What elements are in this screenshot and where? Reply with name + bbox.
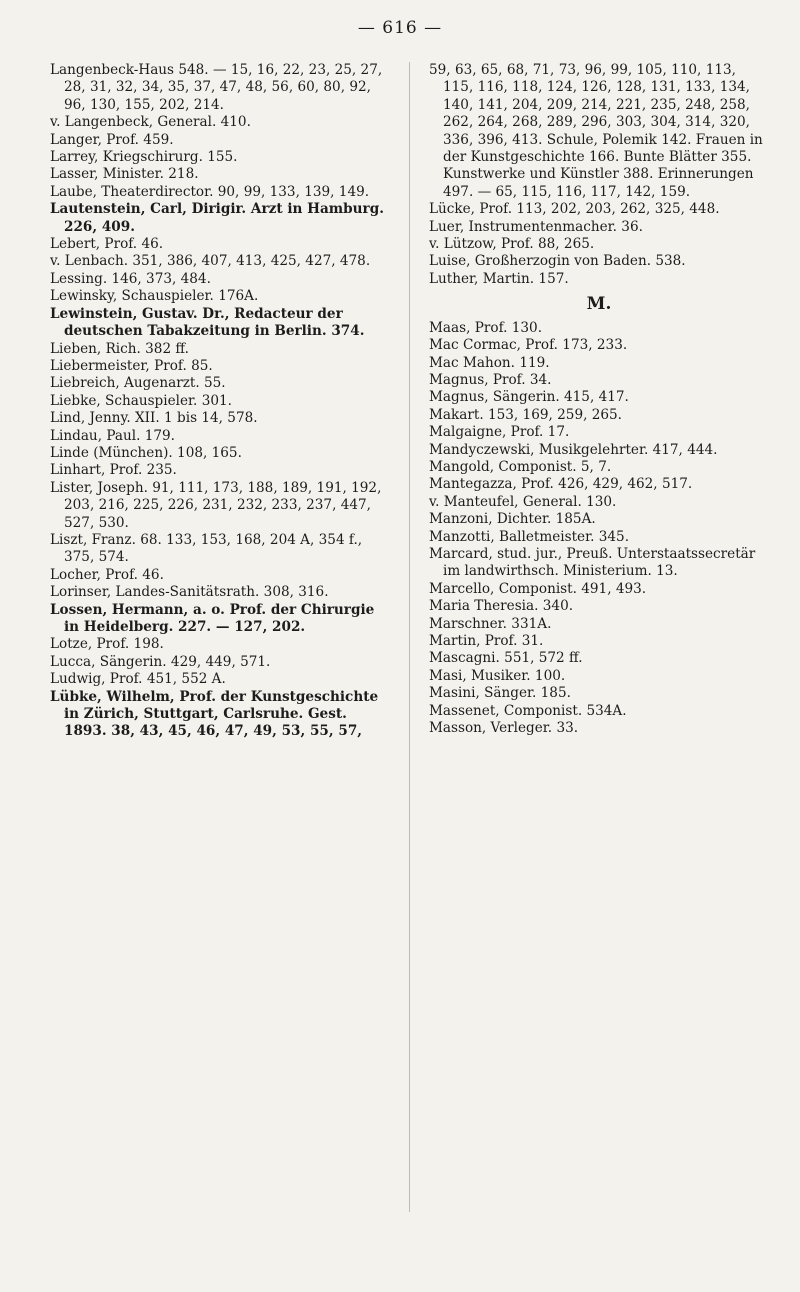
index-column-right xyxy=(429,62,769,737)
index-entry: Liebke, Schauspieler. 301. xyxy=(50,392,232,409)
index-entry: Linhart, Prof. 235. xyxy=(50,462,177,479)
index-entry: 59, 63, 65, 68, 71, 73, 96, 99, 105, 110, 113, 115, 116, 118, 124, 126, 128, 131, 133, 134, 140, 141, 204, 209, 214, 221, 235, 248, 258, 262, 264, 268, 289, 296, 303, 304, 314, 320, 336, 396, 413. Schule, Polemik 142. Frauen in der Kunstgeschichte 166. Bunte Blätter 355. Kunstwerke und Künstler 388. Erinnerungen 497. — 65, 115, 116, 117, 142, 159. xyxy=(429,62,763,200)
index-entry: Lossen, Hermann, a. o. Prof. der Chirurgie in Heidelberg. 227. — 127, 202. xyxy=(50,601,375,635)
index-entry: v. Lenbach. 351, 386, 407, 413, 425, 427, 478. xyxy=(50,253,371,270)
column-divider xyxy=(409,62,410,1212)
index-entry: Ludwig, Prof. 451, 552 A. xyxy=(50,671,226,688)
index-letter-heading: M. xyxy=(586,294,612,315)
index-entry: Masini, Sänger. 185. xyxy=(429,685,571,702)
index-entry: Lister, Joseph. 91, 111, 173, 188, 189, 191, 192, 203, 216, 225, 226, 231, 232, 233, 237, 447, 527, 530. xyxy=(50,479,382,531)
index-entry: Massenet, Componist. 534A. xyxy=(429,702,627,719)
index-entry: Marschner. 331A. xyxy=(429,615,552,632)
index-entry: Lasser, Minister. 218. xyxy=(50,166,199,183)
index-entry: Lessing. 146, 373, 484. xyxy=(50,270,211,287)
index-entry: Mandyczewski, Musikgelehrter. 417, 444. xyxy=(429,441,718,458)
index-entry: Lewinstein, Gustav. Dr., Redacteur der deutschen Tabakzeitung in Berlin. 374. xyxy=(50,305,365,340)
index-entry: Linde (München). 108, 165. xyxy=(50,444,242,461)
page-number-value: 616 xyxy=(382,18,418,38)
index-entry: Maria Theresia. 340. xyxy=(429,598,574,615)
index-entry: Marcard, stud. jur., Preuß. Unterstaatssecretär im landwirthsch. Ministerium. 13. xyxy=(429,545,756,580)
index-column-left xyxy=(50,62,388,741)
index-entry: v. Manteufel, General. 130. xyxy=(429,493,617,510)
index-entry: Lotze, Prof. 198. xyxy=(50,636,164,653)
index-entry: Lorinser, Landes-Sanitätsrath. 308, 316. xyxy=(50,584,329,601)
index-entry: Mac Mahon. 119. xyxy=(429,354,550,371)
index-entry: Lücke, Prof. 113, 202, 203, 262, 325, 448. xyxy=(429,201,720,218)
index-entry: Lewinsky, Schauspieler. 176A. xyxy=(50,288,259,305)
index-entry: Lautenstein, Carl, Dirigir. Arzt in Hamburg. 226, 409. xyxy=(50,201,384,235)
index-entry: Lebert, Prof. 46. xyxy=(50,236,164,253)
index-entry: Larrey, Kriegschirurg. 155. xyxy=(50,149,238,166)
index-entry: Magnus, Prof. 34. xyxy=(429,371,552,388)
index-entry: Liszt, Franz. 68. 133, 153, 168, 204 A, 354 f., 375, 574. xyxy=(50,531,363,566)
index-entry: Lindau, Paul. 179. xyxy=(50,427,175,444)
index-entry: Masi, Musiker. 100. xyxy=(429,667,566,684)
index-entry: Manzotti, Balletmeister. 345. xyxy=(429,528,630,545)
index-entry: Magnus, Sängerin. 415, 417. xyxy=(429,389,629,406)
index-entry: Marcello, Componist. 491, 493. xyxy=(429,580,647,597)
index-entry: Laube, Theaterdirector. 90, 99, 133, 139, 149. xyxy=(50,183,370,200)
index-entry: Manzoni, Dichter. 185A. xyxy=(429,511,596,528)
index-entry: Luer, Instrumentenmacher. 36. xyxy=(429,218,643,235)
index-entry: Lucca, Sängerin. 429, 449, 571. xyxy=(50,653,271,670)
index-entry: Mascagni. 551, 572 ff. xyxy=(429,650,583,667)
index-entry: Maas, Prof. 130. xyxy=(429,319,543,336)
index-entry: Mantegazza, Prof. 426, 429, 462, 517. xyxy=(429,476,693,493)
index-entry: Lieben, Rich. 382 ff. xyxy=(50,340,189,357)
index-entry: Mac Cormac, Prof. 173, 233. xyxy=(429,337,628,354)
index-entry: v. Langenbeck, General. 410. xyxy=(50,114,251,131)
index-entry: Langer, Prof. 459. xyxy=(50,131,174,148)
index-entry: Liebermeister, Prof. 85. xyxy=(50,357,213,374)
index-entry: Makart. 153, 169, 259, 265. xyxy=(429,406,623,423)
index-entry: Langenbeck-Haus 548. — 15, 16, 22, 23, 25, 27, 28, 31, 32, 34, 35, 37, 47, 48, 56, 60, 80, 92, 96, 130, 155, 202, 214. xyxy=(50,62,383,113)
index-entry: Lübke, Wilhelm, Prof. der Kunstgeschichte in Zürich, Stuttgart, Carlsruhe. Gest. 1893. 38, 43, 45, 46, 47, 49, 53, 55, 57, xyxy=(50,688,379,740)
index-entry: Locher, Prof. 46. xyxy=(50,566,164,583)
index-entry: Malgaigne, Prof. 17. xyxy=(429,424,570,441)
index-entry: Masson, Verleger. 33. xyxy=(429,720,579,737)
page-number: — 616 — xyxy=(357,18,443,38)
index-entry: Mangold, Componist. 5, 7. xyxy=(429,458,612,475)
index-entry: Luise, Großherzogin von Baden. 538. xyxy=(429,253,686,270)
index-entry: Lind, Jenny. XII. 1 bis 14, 578. xyxy=(50,410,258,427)
index-entry: v. Lützow, Prof. 88, 265. xyxy=(429,236,595,253)
index-entry: Martin, Prof. 31. xyxy=(429,633,544,649)
index-entry: Liebreich, Augenarzt. 55. xyxy=(50,375,226,392)
index-entry: Luther, Martin. 157. xyxy=(429,270,569,287)
